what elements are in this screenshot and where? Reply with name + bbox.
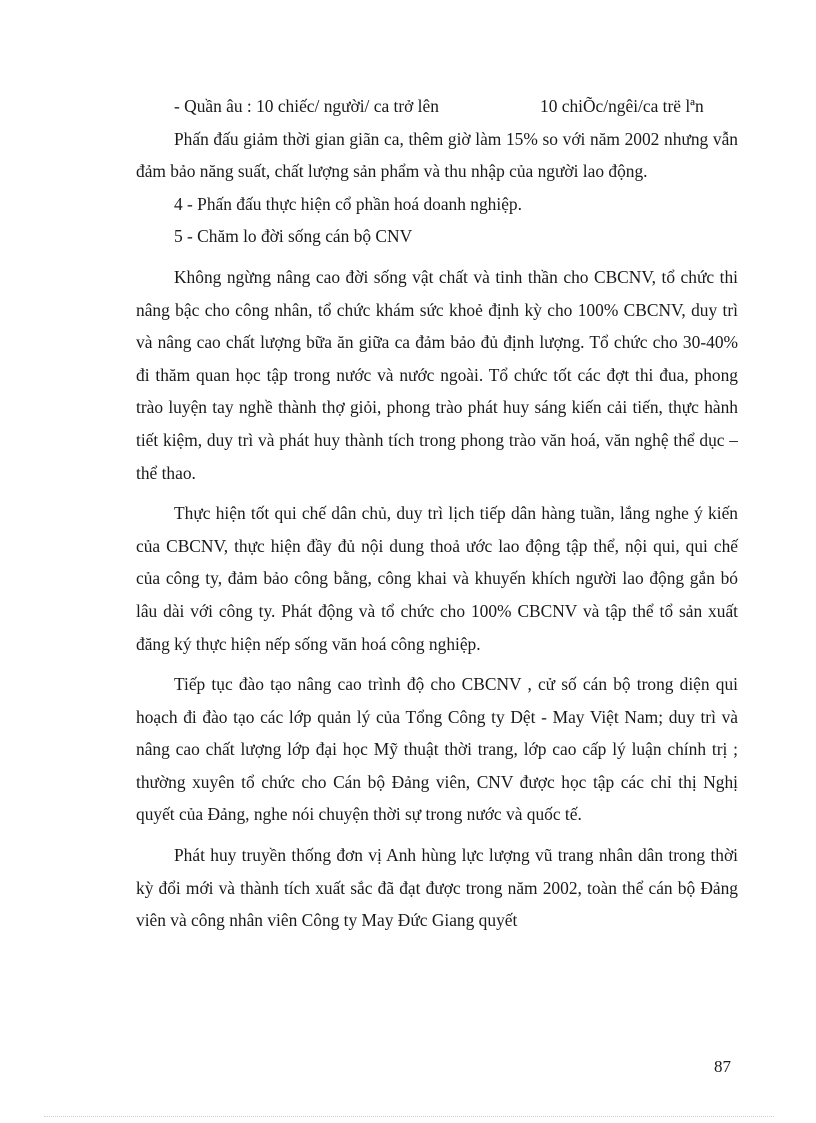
document-body	[136, 90, 738, 937]
paragraph-living-standards: Không ngừng nâng cao đời sống vật chất và tinh thần cho CBCNV, tổ chức thi nâng bậc cho công nhân, tổ chức khám sức khoẻ định kỳ cho 100% CBCNV, duy trì và nâng cao chất lượng bữa ăn giữa ca đảm bảo đủ định lượng. Tổ chức cho 30-40% đi thăm quan học tập trong nước và nước ngoài. Tổ chức tốt các đợt thi đua, phong trào luyện tay nghề thành thợ giỏi, phong trào phát huy sáng kiến cải tiến, thực hành tiết kiệm, duy trì và phát huy thành tích trong phong trào văn hoá, văn nghệ thể dục – thể thao.	[136, 266, 738, 483]
quota-line	[136, 90, 738, 123]
paragraph-equitization-goal: 4 - Phấn đấu thực hiện cổ phần hoá doanh nghiệp.	[174, 193, 522, 214]
page-number: 87	[714, 1057, 731, 1076]
footer-divider	[44, 1116, 774, 1117]
quota-line-garbled-text: 10 chiÕc/ngêi/ca trë lªn	[540, 96, 704, 116]
paragraph-tradition: Phát huy truyền thống đơn vị Anh hùng lực lượng vũ trang nhân dân trong thời kỳ đổi mới và thành tích xuất sắc đã đạt được trong năm 2002, toàn thể cán bộ Đảng viên và công nhân viên Công ty May Đức Giang quyết	[136, 845, 738, 931]
paragraph-overtime-reduction: Phấn đấu giảm thời gian giãn ca, thêm giờ làm 15% so với năm 2002 nhưng vẫn đảm bảo năng suất, chất lượng sản phẩm và thu nhập của người lao động.	[136, 128, 738, 182]
quota-line-text: - Quần âu : 10 chiếc/ người/ ca trở lên	[174, 96, 439, 116]
paragraph-democracy-regulations: Thực hiện tốt qui chế dân chủ, duy trì lịch tiếp dân hàng tuần, lắng nghe ý kiến của CBCNV, thực hiện đầy đủ nội dung thoả ước lao động tập thể, nội qui, qui chế của công ty, đảm bảo công bằng, công khai và khuyến khích người lao động gắn bó lâu dài với công ty. Phát động và tổ chức cho 100% CBCNV và tập thể tổ sản xuất đăng ký thực hiện nếp sống văn hoá công nghiệp.	[136, 503, 738, 654]
paragraph-staff-welfare-heading: 5 - Chăm lo đời sống cán bộ CNV	[174, 226, 413, 247]
paragraph-training: Tiếp tục đào tạo nâng cao trình độ cho CBCNV , cử số cán bộ trong diện qui hoạch đi đào tạo các lớp quản lý của Tổng Công ty Dệt - May Việt Nam; duy trì và nâng cao chất lượng lớp đại học Mỹ thuật thời trang, lớp cao cấp lý luận chính trị ; thường xuyên tổ chức cho Cán bộ Đảng viên, CNV được học tập các chỉ thị Nghị quyết của Đảng, nghe nói chuyện thời sự trong nước và quốc tế.	[136, 674, 738, 825]
